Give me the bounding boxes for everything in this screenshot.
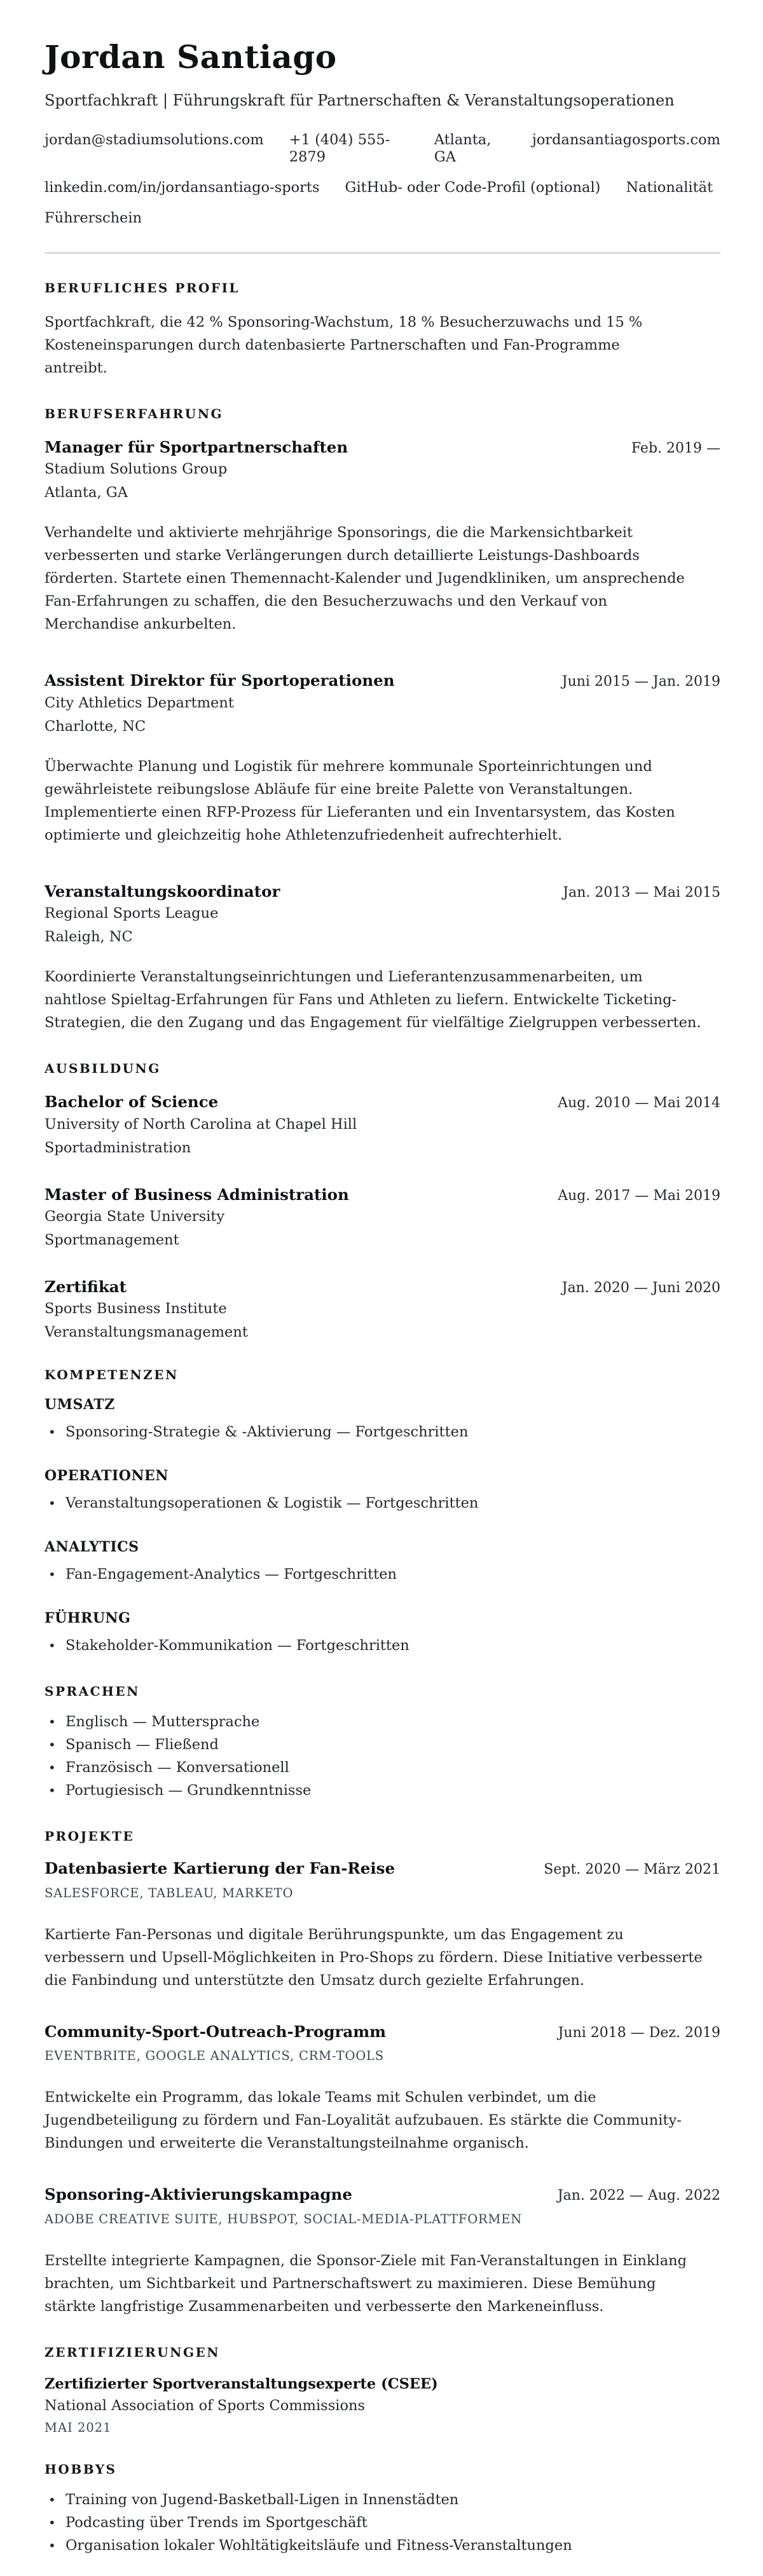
skill-group	[45, 1610, 720, 1657]
education-header	[45, 1185, 720, 1204]
hobby-item: • Training von Jugend-Basketball-Ligen in Innenstädten	[45, 2488, 720, 2511]
hobby-item: • Podcasting über Trends im Sportgeschäft	[45, 2511, 720, 2534]
project-description: Erstellte integrierte Kampagnen, die Sponsor-Ziele mit Fan-Veranstaltungen in Einklang brachten, um Sichtbarkeit und Partnerschaftswert zu maximieren. Diese Bemühung stärkte langfristige Zusammenarbeiten und verbesserte den Markeneinfluss.	[45, 2252, 687, 2315]
project-description: Kartierte Fan-Personas und digitale Berührungspunkte, um das Engagement zu verbessern und Upsell-Möglichkeiten in Pro-Shops zu fördern. Diese Initiative verbesserte die Fanbindung und unterstützte den Umsatz durch gezielte Erfahrungen.	[45, 1926, 703, 1989]
job-title: Veranstaltungskoordinator	[45, 882, 280, 901]
job-location: Atlanta, GA	[45, 484, 128, 501]
contact-row-1	[45, 132, 720, 166]
skill-item: • Veranstaltungsoperationen & Logistik — Fortgeschritten	[45, 1492, 720, 1515]
job-header	[45, 882, 720, 901]
education-dates: Jan. 2020 — Juni 2020	[561, 1279, 720, 1296]
contact-nationality: Nationalität	[626, 179, 713, 196]
project-dates: Jan. 2022 — Aug. 2022	[557, 2188, 720, 2204]
project-dates: Juni 2018 — Dez. 2019	[558, 2024, 720, 2041]
education-header	[45, 1278, 720, 1296]
language-item: • Französisch — Konversationell	[45, 1756, 720, 1779]
skill-group	[45, 1468, 720, 1515]
section-title-projekte: PROJEKTE	[45, 1829, 135, 1844]
job-title: Manager für Sportpartnerschaften	[45, 438, 348, 456]
person-name: Jordan Santiago	[45, 38, 337, 76]
section-title-berufserfahrung: BERUFSERFAHRUNG	[45, 406, 224, 421]
skill-group-name: UMSATZ	[45, 1396, 115, 1414]
field-of-study: Sportmanagement	[45, 1231, 179, 1248]
language-item: • Englisch — Muttersprache	[45, 1710, 720, 1733]
resume-header	[45, 39, 720, 254]
skill-item: • Fan-Engagement-Analytics — Fortgeschritten	[45, 1563, 720, 1586]
project-title: Datenbasierte Kartierung der Fan-Reise	[45, 1859, 395, 1878]
section-hobbys	[45, 2462, 720, 2557]
contact-row-3	[45, 210, 720, 227]
skill-group-name: ANALYTICS	[45, 1539, 139, 1556]
headline: Sportfachkraft | Führungskraft für Partnerschaften & Veranstaltungsoperationen	[45, 92, 675, 109]
language-list	[45, 1710, 720, 1802]
education-dates: Aug. 2017 — Mai 2019	[558, 1187, 720, 1204]
contact-email: jordan@stadiumsolutions.com	[45, 132, 264, 148]
skill-group	[45, 1396, 720, 1443]
skill-group	[45, 1539, 720, 1586]
hobby-list	[45, 2488, 720, 2557]
contact-linkedin: linkedin.com/in/jordansantiago-sports	[45, 179, 320, 196]
project-entry	[45, 2022, 720, 2155]
skill-list	[45, 1492, 720, 1515]
education-dates: Aug. 2010 — Mai 2014	[558, 1095, 720, 1112]
section-ausbildung	[45, 1061, 720, 1340]
job-entry	[45, 438, 720, 636]
job-header	[45, 671, 720, 690]
school-name: University of North Carolina at Chapel Hill	[45, 1115, 357, 1133]
job-dates: Feb. 2019 —	[631, 440, 720, 456]
contact-block	[45, 132, 720, 227]
project-tools: ADOBE CREATIVE SUITE, HUBSPOT, SOCIAL-MEDIA-PLATTFORMEN	[45, 2211, 523, 2226]
certification-organization: National Association of Sports Commissions	[45, 2397, 366, 2414]
contact-row-2	[45, 179, 720, 196]
project-entry	[45, 2185, 720, 2317]
skill-list	[45, 1563, 720, 1586]
education-header	[45, 1093, 720, 1111]
education-entry	[45, 1185, 720, 1248]
skill-item: • Sponsoring-Strategie & -Aktivierung — Fortgeschritten	[45, 1421, 720, 1443]
field-of-study: Veranstaltungsmanagement	[45, 1324, 248, 1341]
degree-title: Zertifikat	[45, 1277, 127, 1296]
job-company: Regional Sports League	[45, 905, 219, 922]
job-location: Raleigh, NC	[45, 929, 133, 946]
contact-website: jordansantiagosports.com	[532, 132, 720, 148]
job-header	[45, 438, 720, 456]
project-tools: SALESFORCE, TABLEAU, MARKETO	[45, 1885, 294, 1900]
section-profil	[45, 280, 720, 379]
skill-group-name: OPERATIONEN	[45, 1468, 168, 1485]
project-description: Entwickelte ein Programm, das lokale Teams mit Schulen verbindet, um die Jugendbeteiligung zu fördern und Fan-Loyalität aufzubauen. Es stärkte die Community-Bindungen und erweiterte die Veranstaltungsteilnahme organisch.	[45, 2089, 682, 2152]
section-title-kompetenzen: KOMPETENZEN	[45, 1367, 179, 1383]
job-company: City Athletics Department	[45, 694, 234, 711]
hobby-item: • Organisation lokaler Wohltätigkeitsläufe und Fitness-Veranstaltungen	[45, 2534, 720, 2557]
project-tools: EVENTBRITE, GOOGLE ANALYTICS, CRM-TOOLS	[45, 2048, 384, 2064]
job-entry	[45, 671, 720, 846]
job-dates: Jan. 2013 — Mai 2015	[563, 884, 720, 901]
project-header	[45, 1859, 720, 1877]
certification-name: Zertifizierter Sportveranstaltungsexperte (CSEE)	[45, 2375, 438, 2392]
degree-title: Bachelor of Science	[45, 1093, 219, 1112]
job-description: Koordinierte Veranstaltungseinrichtungen und Lieferantenzusammenarbeiten, um nahtlose Spieltag-Erfahrungen für Fans und Athleten zu liefern. Entwickelte Ticketing-Strategien, die den Zugang und das Engagement für vielfältige Zielgruppen verbesserten.	[45, 969, 701, 1032]
profile-summary: Sportfachkraft, die 42 % Sponsoring-Wachstum, 18 % Besucherzuwachs und 15 % Kosteneinsparungen durch datenbasierte Partnerschaften und Fan-Programme antreibt.	[45, 314, 643, 376]
skill-list	[45, 1634, 720, 1657]
section-title-hobbys: HOBBYS	[45, 2461, 117, 2477]
section-berufserfahrung	[45, 406, 720, 1034]
project-title: Community-Sport-Outreach-Programm	[45, 2022, 387, 2041]
certification-date: MAI 2021	[45, 2420, 112, 2435]
project-title: Sponsoring-Aktivierungskampagne	[45, 2185, 352, 2204]
job-entry	[45, 882, 720, 1034]
contact-drivers-license: Führerschein	[45, 210, 142, 226]
skill-item: • Stakeholder-Kommunikation — Fortgeschritten	[45, 1634, 720, 1657]
contact-city: Atlanta, GA	[434, 132, 491, 165]
job-description: Verhandelte und aktivierte mehrjährige Sponsorings, die die Markensichtbarkeit verbesserten und starke Verlängerungen durch detaillierte Leistungs-Dashboards förderten. Startete einen Themennacht-Kalender und Jugendkliniken, um ansprechende Fan-Erfahrungen zu schaffen, die den Besucherzuwachs und den Verkauf von Merchandise ankurbelten.	[45, 524, 685, 633]
job-title: Assistent Direktor für Sportoperationen	[45, 671, 395, 690]
section-projekte	[45, 1829, 720, 2317]
contact-phone: +1 (404) 555-2879	[289, 132, 390, 165]
job-dates: Juni 2015 — Jan. 2019	[561, 674, 720, 690]
school-name: Georgia State University	[45, 1208, 225, 1225]
degree-title: Master of Business Administration	[45, 1185, 349, 1204]
skill-group-name: FÜHRUNG	[45, 1610, 131, 1627]
certification-entry	[45, 2375, 720, 2435]
project-entry	[45, 1859, 720, 1991]
contact-github-placeholder: GitHub- oder Code-Profil (optional)	[345, 179, 601, 196]
school-name: Sports Business Institute	[45, 1300, 227, 1318]
section-sprachen	[45, 1684, 720, 1802]
section-kompetenzen	[45, 1367, 720, 1657]
language-item: • Portugiesisch — Grundkenntnisse	[45, 1779, 720, 1802]
job-location: Charlotte, NC	[45, 718, 146, 735]
project-header	[45, 2185, 720, 2204]
skill-list	[45, 1421, 720, 1443]
section-title-ausbildung: AUSBILDUNG	[45, 1061, 161, 1077]
section-title-sprachen: SPRACHEN	[45, 1684, 140, 1700]
section-zertifizierungen	[45, 2345, 720, 2435]
field-of-study: Sportadministration	[45, 1139, 191, 1156]
project-dates: Sept. 2020 — März 2021	[544, 1862, 720, 1878]
job-description: Überwachte Planung und Logistik für mehrere kommunale Sporteinrichtungen und gewährleistete reibungslose Abläufe für eine breite Palette von Veranstaltungen. Implementierte einen RFP-Prozess für Lieferanten und ein Inventarsystem, das Kosten optimierte und gleichzeitig hohe Athletenzufriedenheit aufrechterhielt.	[45, 758, 675, 843]
education-entry	[45, 1278, 720, 1340]
project-header	[45, 2022, 720, 2041]
section-title-zertifizierungen: ZERTIFIZIERUNGEN	[45, 2344, 221, 2360]
job-company: Stadium Solutions Group	[45, 461, 228, 478]
header-divider	[45, 252, 720, 254]
section-title-profil: BERUFLICHES PROFIL	[45, 280, 240, 296]
language-item: • Spanisch — Fließend	[45, 1733, 720, 1756]
education-entry	[45, 1093, 720, 1155]
